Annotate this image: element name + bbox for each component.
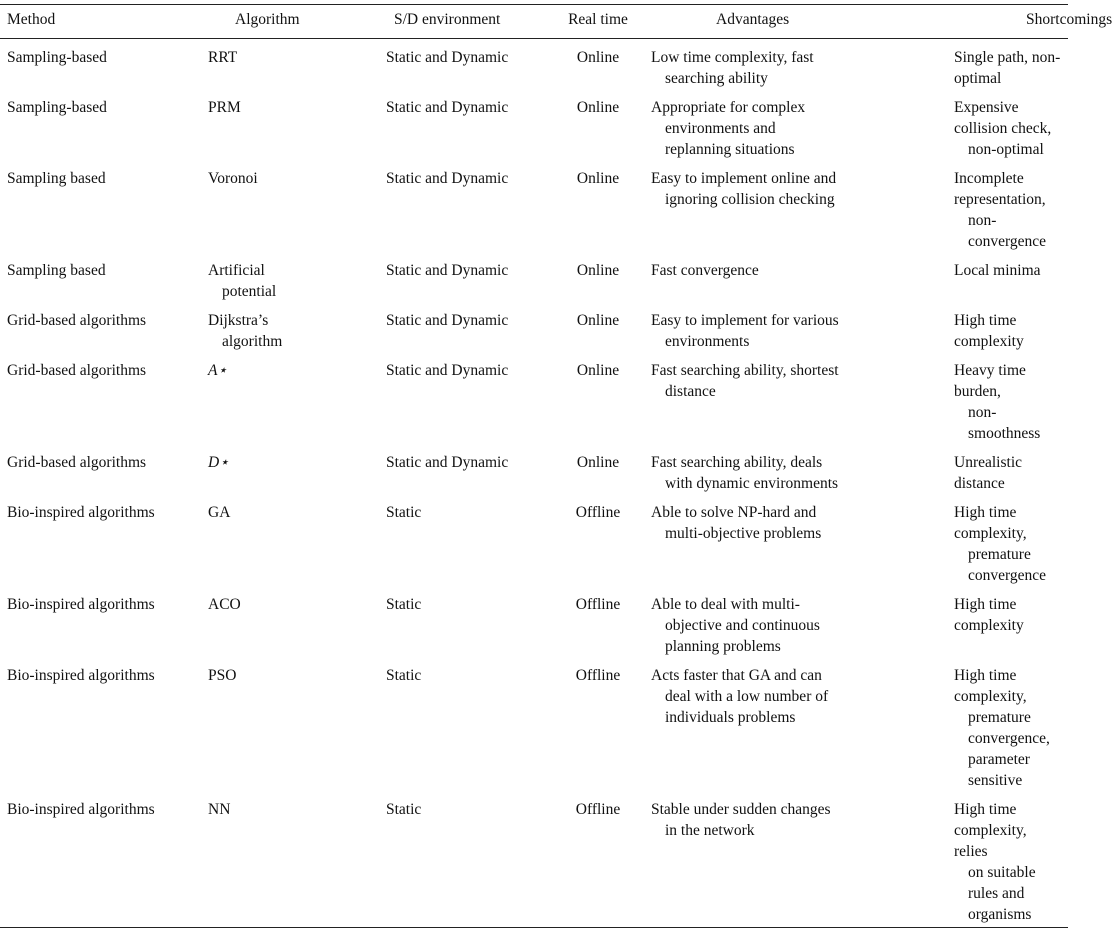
cell-shortcomings-line: non-optimal	[968, 141, 1044, 158]
cell-shortcomings	[954, 494, 1068, 586]
cell-algorithm	[208, 302, 386, 352]
cell-shortcomings-line: Heavy time burden,	[954, 362, 1026, 400]
cell-algorithm-line: potential	[222, 283, 277, 300]
cell-shortcomings	[954, 657, 1068, 791]
table-row	[0, 89, 1068, 160]
cell-algorithm-line: Dijkstra’s	[208, 312, 269, 329]
cell-advantages-line: objective and continuous	[665, 617, 820, 634]
cell-algorithm-line: PRM	[208, 99, 241, 116]
cell-shortcomings-line: premature convergence,	[968, 709, 1050, 747]
cell-algorithm	[208, 160, 386, 252]
cell-environment: Static and Dynamic	[386, 454, 509, 471]
cell-advantages-line: Fast searching ability, shortest	[651, 362, 839, 379]
cell-shortcomings-line: Local minima	[954, 262, 1041, 279]
cell-advantages-line: Easy to implement online and	[651, 170, 837, 187]
cell-shortcomings-line: parameter sensitive	[968, 751, 1030, 789]
cell-method: Bio-inspired algorithms	[7, 667, 155, 684]
cell-realtime: Offline	[575, 504, 621, 521]
cell-advantages-line: Fast convergence	[651, 262, 759, 279]
cell-advantages	[651, 657, 954, 791]
cell-advantages	[651, 444, 954, 494]
cell-shortcomings	[954, 160, 1068, 252]
cell-advantages	[651, 160, 954, 252]
cell-realtime: Online	[576, 49, 620, 66]
cell-environment: Static and Dynamic	[386, 99, 509, 116]
cell-realtime: Offline	[575, 667, 621, 684]
cell-method: Grid-based algorithms	[7, 454, 147, 471]
cell-algorithm	[208, 494, 386, 586]
cell-environment: Static and Dynamic	[386, 262, 509, 279]
cell-method: Sampling based	[7, 170, 106, 187]
cell-shortcomings-line: premature convergence	[968, 546, 1047, 584]
cell-advantages	[651, 586, 954, 657]
table-header	[0, 5, 1112, 39]
cell-method: Sampling-based	[7, 99, 107, 116]
cell-method: Bio-inspired algorithms	[7, 596, 155, 613]
cell-advantages-line: environments and	[665, 120, 776, 137]
cell-advantages-line: Low time complexity, fast	[651, 49, 814, 66]
cell-advantages-line: Able to deal with multi-	[651, 596, 800, 613]
cell-algorithm-line: RRT	[208, 49, 238, 66]
cell-advantages-line: Acts faster that GA and can	[651, 667, 822, 684]
cell-shortcomings-line: organisms	[968, 906, 1032, 923]
cell-shortcomings-line: non-convergence	[968, 212, 1047, 250]
table-body	[0, 39, 1068, 928]
cell-advantages-line: searching ability	[665, 70, 768, 87]
path-planning-comparison-table	[0, 4, 1112, 928]
cell-method: Bio-inspired algorithms	[7, 801, 155, 818]
cell-algorithm-line: D⋆	[208, 454, 229, 471]
table-row	[0, 657, 1068, 791]
cell-environment: Static	[386, 667, 422, 684]
cell-shortcomings-line: Expensive collision check,	[954, 99, 1052, 137]
cell-environment: Static	[386, 596, 422, 613]
cell-advantages-line: distance	[665, 383, 716, 400]
cell-algorithm	[208, 252, 386, 302]
cell-method: Sampling based	[7, 262, 106, 279]
table-row	[0, 302, 1068, 352]
cell-algorithm-line: Artificial	[208, 262, 265, 279]
cell-realtime: Online	[576, 362, 620, 379]
cell-method: Grid-based algorithms	[7, 362, 147, 379]
cell-realtime: Online	[576, 454, 620, 471]
cell-algorithm-line: Voronoi	[208, 170, 258, 187]
cell-method: Grid-based algorithms	[7, 312, 147, 329]
cell-algorithm-line: A⋆	[208, 362, 228, 379]
cell-environment: Static and Dynamic	[386, 170, 509, 187]
cell-advantages-line: Stable under sudden changes	[651, 801, 831, 818]
cell-shortcomings-line: High time complexity	[954, 312, 1024, 350]
cell-algorithm-line: algorithm	[222, 333, 283, 350]
header-realtime: Real time	[568, 11, 628, 28]
cell-shortcomings-line: Unrealistic distance	[954, 454, 1023, 492]
cell-advantages-line: Able to solve NP-hard and	[651, 504, 817, 521]
cell-advantages-line: in the network	[665, 822, 755, 839]
cell-environment: Static and Dynamic	[386, 49, 509, 66]
cell-advantages	[651, 494, 954, 586]
cell-shortcomings	[954, 791, 1068, 928]
table-row	[0, 444, 1068, 494]
cell-realtime: Offline	[575, 596, 621, 613]
cell-method: Sampling-based	[7, 49, 107, 66]
cell-shortcomings-line: High time complexity	[954, 596, 1024, 634]
cell-algorithm-line: NN	[208, 801, 231, 818]
cell-advantages	[651, 39, 954, 90]
cell-advantages-line: Fast searching ability, deals	[651, 454, 823, 471]
table-row	[0, 494, 1068, 586]
cell-algorithm-line: PSO	[208, 667, 237, 684]
cell-advantages-line: ignoring collision checking	[665, 191, 835, 208]
cell-shortcomings	[954, 252, 1068, 302]
header-advantages: Advantages	[716, 11, 790, 28]
cell-realtime: Online	[576, 262, 620, 279]
cell-shortcomings	[954, 444, 1068, 494]
cell-shortcomings-line: High time complexity,	[954, 504, 1027, 542]
cell-advantages	[651, 791, 954, 928]
cell-shortcomings	[954, 586, 1068, 657]
cell-algorithm	[208, 791, 386, 928]
cell-algorithm	[208, 657, 386, 791]
cell-environment: Static and Dynamic	[386, 362, 509, 379]
header-shortcomings: Shortcomings	[1026, 11, 1112, 28]
cell-advantages	[651, 352, 954, 444]
cell-algorithm-line: ACO	[208, 596, 241, 613]
cell-shortcomings-line: High time complexity, relies	[954, 801, 1027, 860]
header-environment: S/D environment	[394, 11, 501, 28]
cell-advantages-line: multi-objective problems	[665, 525, 822, 542]
cell-algorithm	[208, 352, 386, 444]
cell-advantages-line: environments	[665, 333, 750, 350]
cell-shortcomings-line: on suitable rules and	[968, 864, 1036, 902]
cell-realtime: Online	[576, 170, 620, 187]
cell-shortcomings-line: Single path, non-optimal	[954, 49, 1061, 87]
cell-advantages-line: Appropriate for complex	[651, 99, 806, 116]
cell-environment: Static	[386, 504, 422, 521]
cell-algorithm	[208, 444, 386, 494]
cell-environment: Static	[386, 801, 422, 818]
cell-advantages-line: with dynamic environments	[665, 475, 839, 492]
table-row	[0, 252, 1068, 302]
cell-shortcomings	[954, 89, 1068, 160]
cell-algorithm-line: GA	[208, 504, 231, 521]
cell-advantages-line: individuals problems	[665, 709, 796, 726]
cell-shortcomings-line: non-smoothness	[968, 404, 1041, 442]
cell-advantages-line: deal with a low number of	[665, 688, 829, 705]
table-row	[0, 586, 1068, 657]
cell-realtime: Online	[576, 99, 620, 116]
cell-algorithm	[208, 39, 386, 90]
table-row	[0, 791, 1068, 928]
cell-shortcomings	[954, 39, 1068, 90]
cell-algorithm	[208, 89, 386, 160]
cell-advantages	[651, 252, 954, 302]
cell-method: Bio-inspired algorithms	[7, 504, 155, 521]
cell-advantages	[651, 89, 954, 160]
cell-shortcomings-line: High time complexity,	[954, 667, 1027, 705]
cell-shortcomings	[954, 352, 1068, 444]
cell-shortcomings	[954, 302, 1068, 352]
cell-advantages	[651, 302, 954, 352]
header-row	[0, 5, 1068, 39]
cell-environment: Static and Dynamic	[386, 312, 509, 329]
cell-advantages-line: planning problems	[665, 638, 781, 655]
cell-shortcomings-line: Incomplete representation,	[954, 170, 1046, 208]
table-row	[0, 39, 1068, 90]
header-algorithm: Algorithm	[235, 11, 300, 28]
cell-realtime: Online	[576, 312, 620, 329]
cell-algorithm	[208, 586, 386, 657]
header-method: Method	[7, 11, 56, 28]
table-row	[0, 160, 1068, 252]
cell-realtime: Offline	[575, 801, 621, 818]
cell-advantages-line: Easy to implement for various	[651, 312, 839, 329]
table-row	[0, 352, 1068, 444]
cell-advantages-line: replanning situations	[665, 141, 795, 158]
